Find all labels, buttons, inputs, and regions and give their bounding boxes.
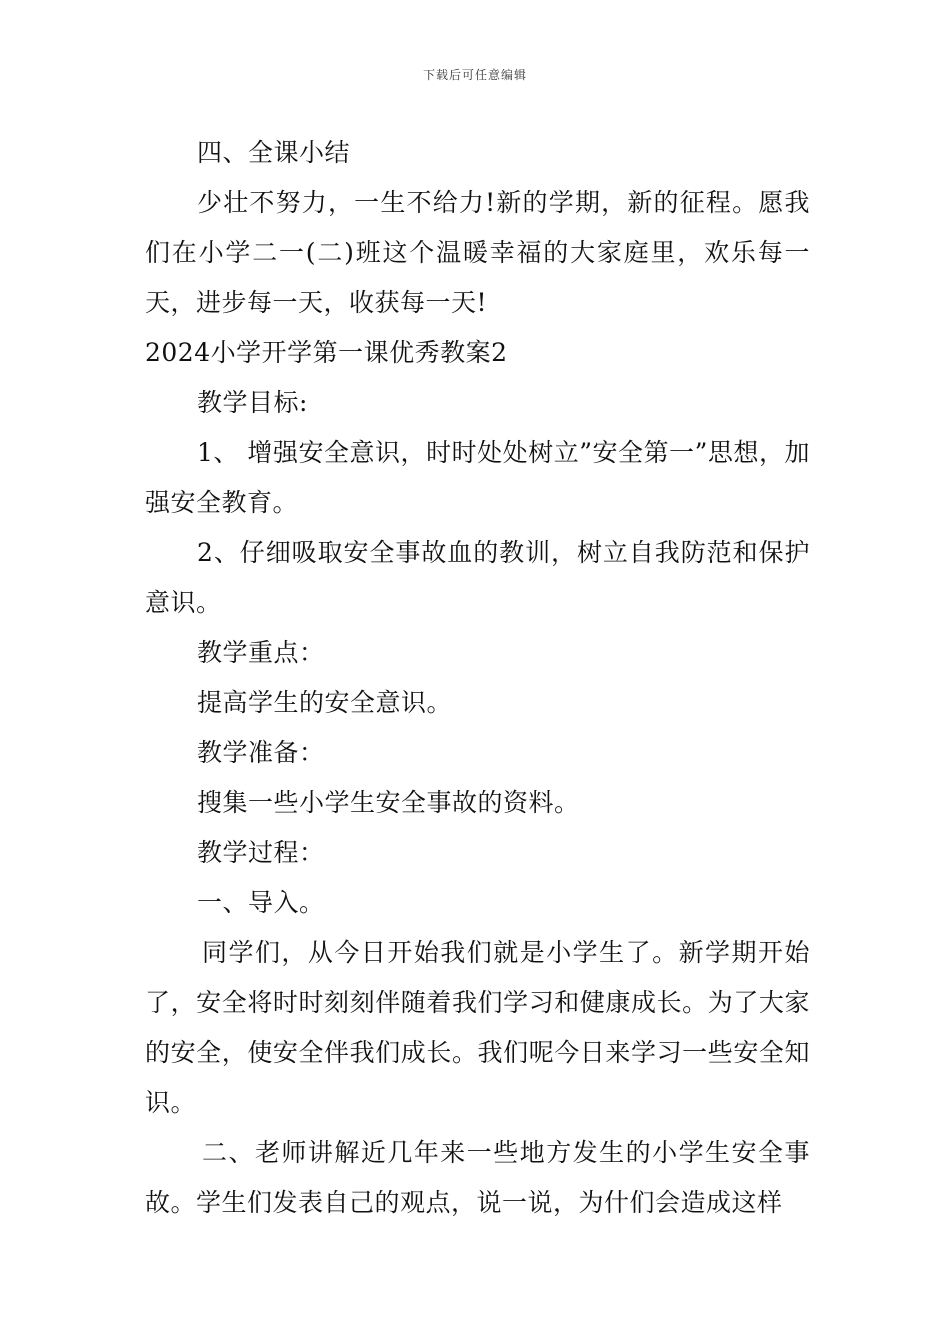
teaching-preparation-text: 搜集一些小学生安全事故的资料。 [197,788,580,817]
introduction-paragraph: 同学们，从今日开始我们就是小学生了。新学期开始了，安全将时时刻刻伴随着我们学习和健康成长。为了大家的安全，使安全伴我们成长。我们呢今日来学习一些安全知识。 [145,938,810,1117]
step-2-paragraph: 二、老师讲解近几年来一些地方发生的小学生安全事故。学生们发表自己的观点，说一说，为什们会造成这样 [145,1138,810,1217]
teaching-focus-text: 提高学生的安全意识。 [197,688,453,717]
lesson-plan-title: 2024小学开学第一课优秀教案2 [145,338,508,367]
document-body [145,128,810,1228]
step-heading-introduction: 一、导入。 [197,888,325,917]
heading-teaching-preparation: 教学准备： [197,738,325,767]
heading-teaching-goals: 教学目标: [197,388,308,417]
heading-teaching-focus: 教学重点： [197,638,325,667]
paragraph-closing-wish: 少壮不努力，一生不给力!新的学期，新的征程。愿我们在小学二一(二)班这个温暖幸福的大家庭里，欢乐每一天，进步每一天，收获每一天! [145,188,810,317]
header-note: 下载后可任意编辑 [422,68,527,82]
section-heading-summary: 四、全课小结 [197,138,351,167]
goal-item-1: 1、 增强安全意识，时时处处树立”安全第一”思想，加强安全教育。 [145,438,810,517]
goal-item-2: 2、仔细吸取安全事故血的教训，树立自我防范和保护意识。 [145,538,810,617]
heading-teaching-process: 教学过程： [197,838,325,867]
